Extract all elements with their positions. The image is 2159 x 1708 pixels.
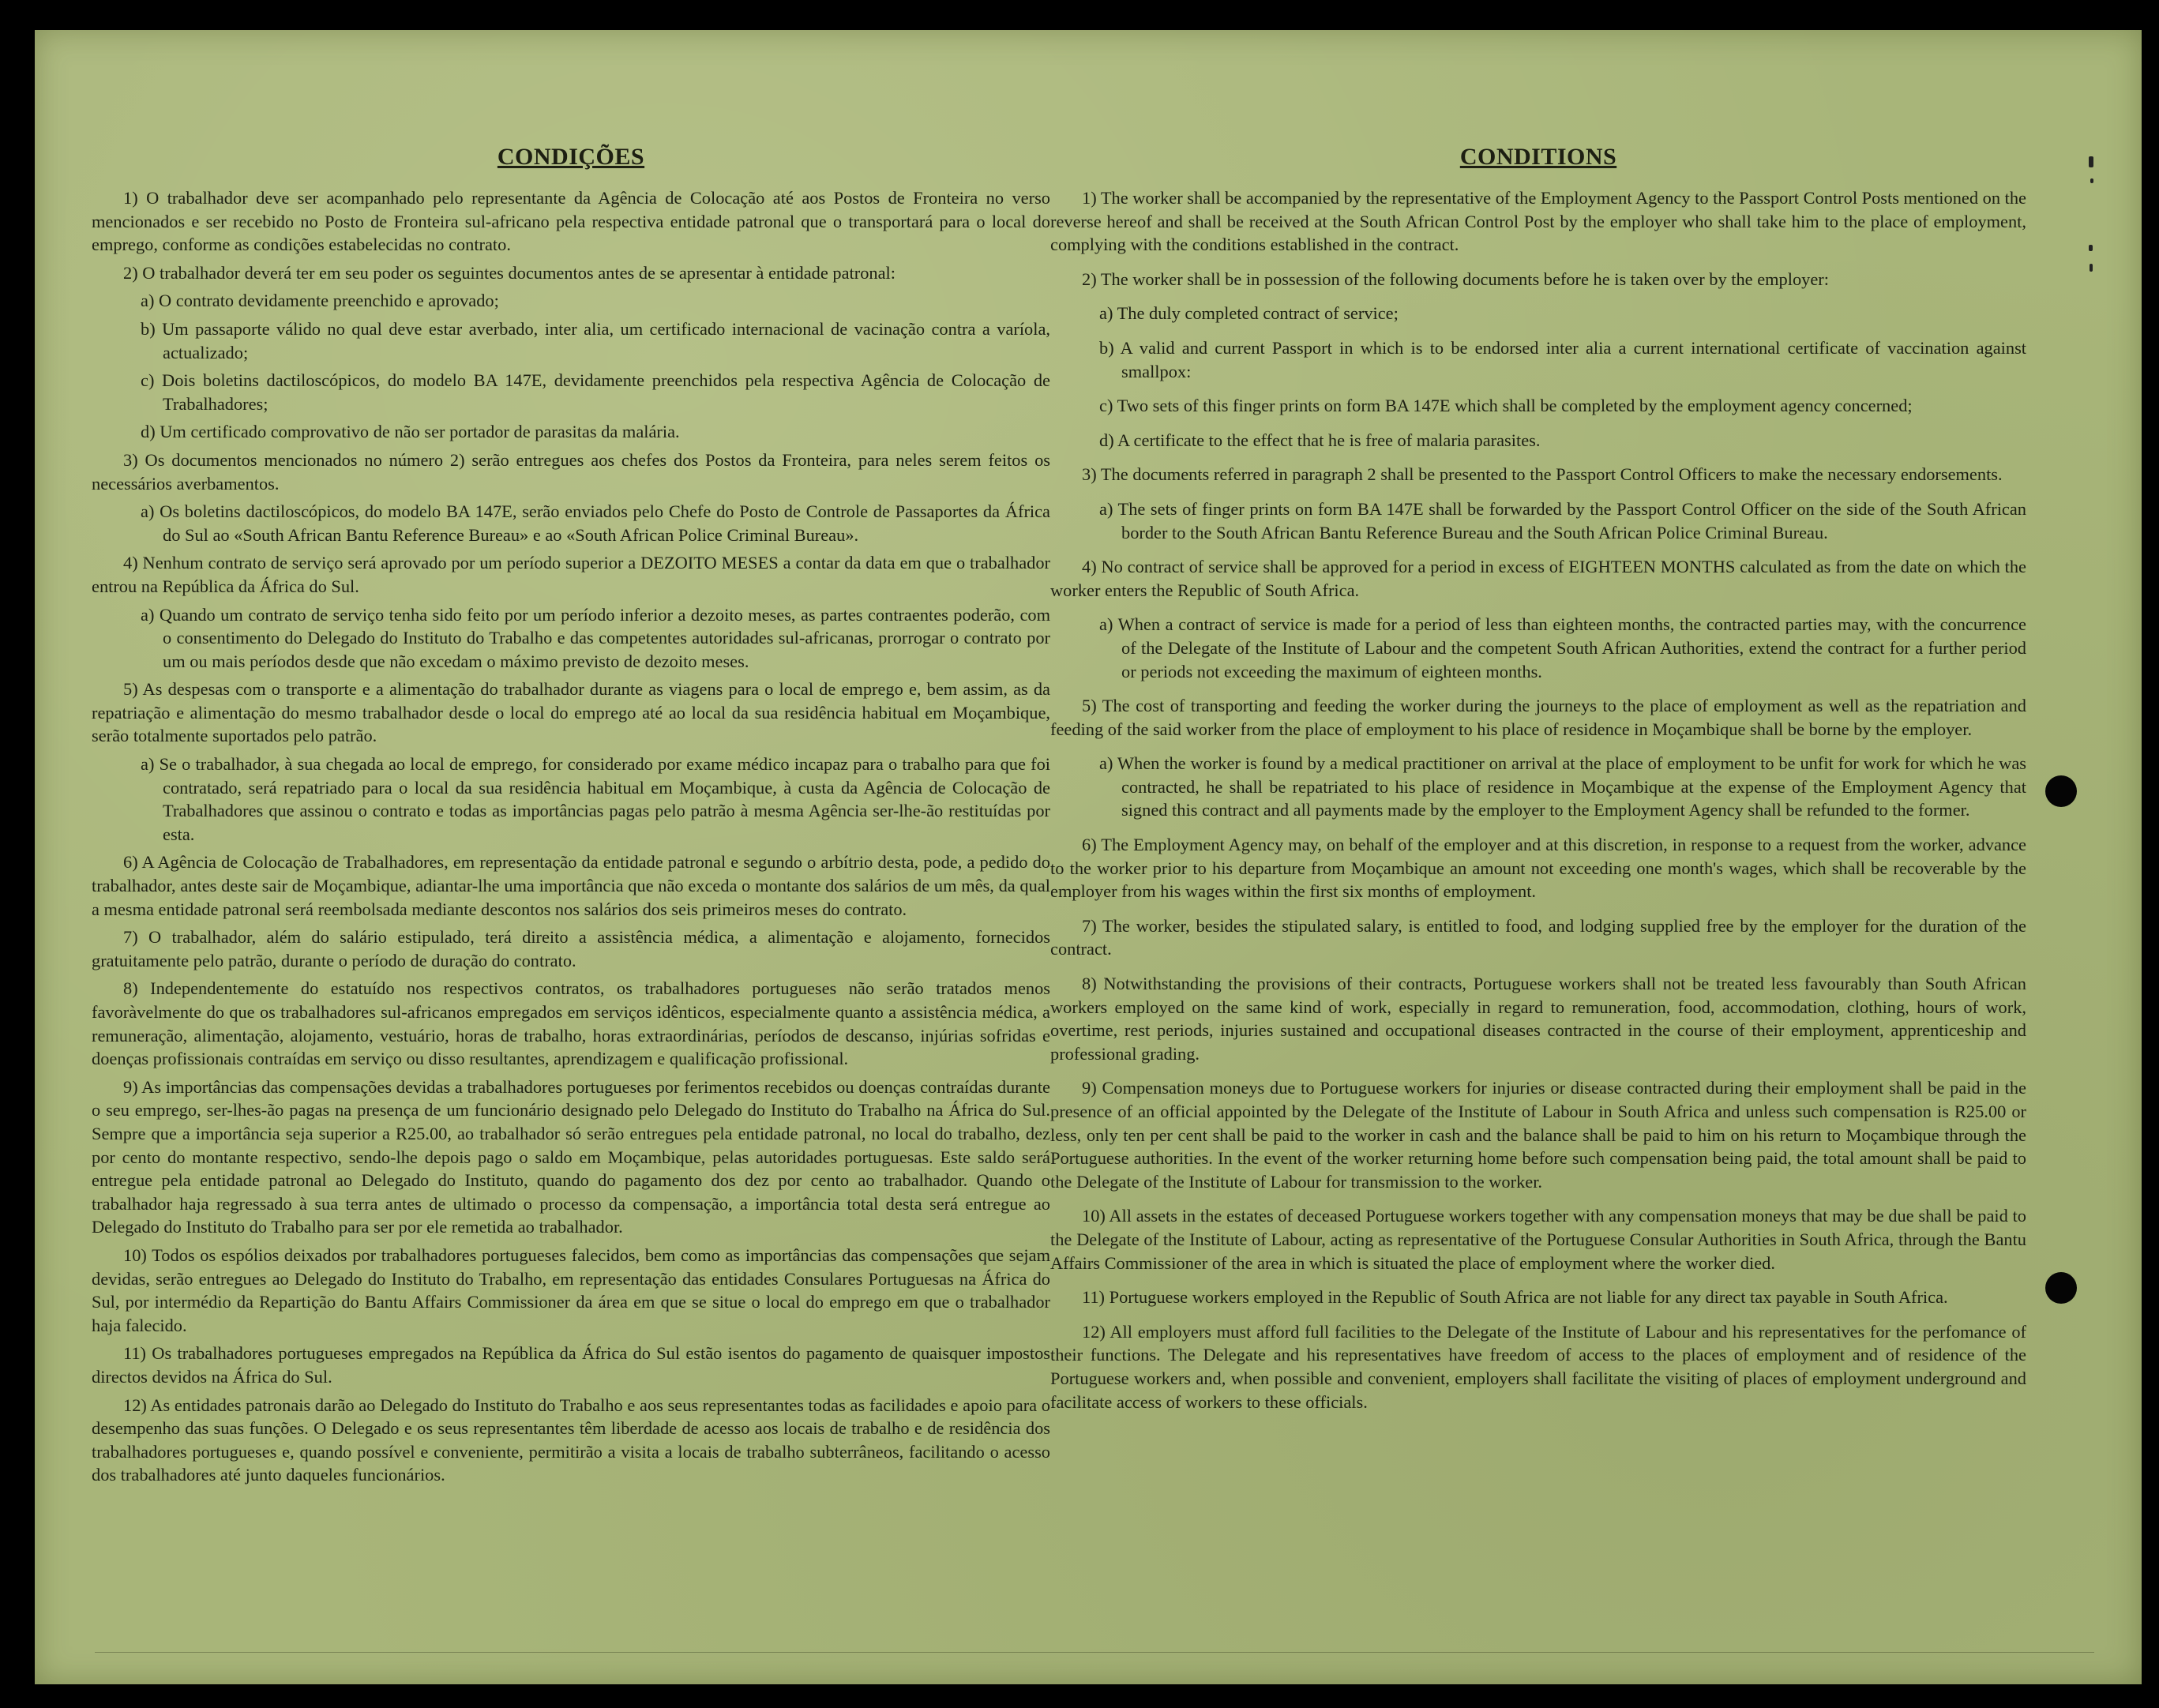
clause-paragraph: 7) O trabalhador, além do salário estipulado, terá direito a assistência médica, a alimentação e alojamento, fornecidos gratuitamente pelo patrão, durante o período de duração do contrato. [92, 927, 1050, 970]
clause-paragraph: 5) As despesas com o transporte e a alimentação do trabalhador durante as viagens para o local de emprego e, bem assim, as da repatriação e alimentação do mesmo trabalhador desde o local do emprego até ao local da sua residência habitual em Moçambique, serão totalmente suportados pelo patrão. [92, 679, 1050, 746]
clause-paragraph: 9) As importâncias das compensações devidas a trabalhadores portugueses por ferimentos recebidos ou doenças contraídas durante o seu emprego, ser-lhes-ão pagas na presença de um funcionário designado pelo Delegado do Instituto do Trabalho na África do Sul. Sempre que a importância seja superior a R25.00, ao trabalhador só serão entregues pela entidade patronal, no local do trabalho, dez por cento do montante respectivo, sendo-lhe depois pago o saldo em Moçambique, pelas autoridades portuguesas. Este saldo será entregue pela entidade patronal ao Delegado do Instituto, quando do pagamento dos dez por cento ao trabalhador. Quando o trabalhador haja regressado à sua terra antes de ultimado o processo da compensação, a importância total desta será entregue ao Delegado do Instituto do Trabalho para ser por ele remetida ao trabalhador. [92, 1076, 1050, 1237]
clause-subitem: d) Um certificado comprovativo de não ser portador de parasitas da malária. [141, 422, 680, 442]
clause-subitem: b) Um passaporte válido no qual deve estar averbado, inter alia, um certificado internacional de vacinação contra a varíola, actualizado; [141, 318, 1050, 362]
clause-paragraph: 5) The cost of transporting and feeding the worker during the journeys to the place of employment as well as the repatriation and feeding of the said worker from the place of employment to his place of residence in Moçambique shall be borne by the employer. [1050, 696, 2026, 739]
english-column [1050, 109, 2026, 1425]
clause-paragraph: 1) The worker shall be accompanied by the representative of the Employment Agency to the Passport Control Posts mentioned on the reverse hereof and shall be received at the South African Control Post by the employer who shall take him to the place of employment, complying with the conditions established in the contract. [1050, 188, 2026, 255]
portuguese-clauses [92, 186, 1050, 1492]
clause-paragraph: 2) The worker shall be in possession of the following documents before he is taken over by the employer: [1082, 268, 1829, 289]
clause-subitem: a) When the worker is found by a medical practitioner on arrival at the place of employment to be unfit for work for which he was contracted, he shall be repatriated to his place of residence in Moçambique at the expense of the Employment Agency that signed this contract and all payments made by the employer to the Employment Agency shall be refunded to the former. [1099, 753, 2026, 820]
document-sheet [35, 30, 2142, 1684]
clause-subitem: d) A certificate to the effect that he is free of malaria parasites. [1099, 430, 1541, 450]
clause-subitem: a) Quando um contrato de serviço tenha sido feito por um período inferior a dezoito meses, as partes contraentes poderão, com o consentimento do Delegado do Instituto do Trabalho e das competentes autoridades sul-africanas, prorrogar o contrato por um ou mais períodos desde que não excedam o máximo previsto de dezoito meses. [141, 604, 1050, 671]
clause-paragraph: 7) The worker, besides the stipulated salary, is entitled to food, and lodging supplied free by the employer for the duration of the contract. [1050, 915, 2026, 959]
clause-subitem: a) Os boletins dactiloscópicos, do modelo BA 147E, serão enviados pelo Chefe do Posto de Controle de Passaportes da África do Sul ao «South African Bantu Reference Bureau» e ao «South African Police Criminal Bureau». [141, 501, 1050, 545]
clause-paragraph: 12) As entidades patronais darão ao Delegado do Instituto do Trabalho e aos seus representantes todas as facilidades e apoio para o desempenho das suas funções. O Delegado e os seus representantes têm liberdade de acesso aos locais de trabalho e de residência dos trabalhadores portugueses e, quando possível e conveniente, permitirão a visita a locais de trabalho subterrâneos, facilitando o acesso dos trabalhadores até junto daqueles funcionários. [92, 1395, 1050, 1485]
clause-subitem: b) A valid and current Passport in which is to be endorsed inter alia a current international certificate of vaccination against smallpox: [1099, 337, 2026, 381]
clause-paragraph: 12) All employers must afford full facilities to the Delegate of the Institute of Labour and his representatives for the perfomance of their functions. The Delegate and his representatives have freedom of access to the places of employment and of residence of the Portuguese workers and, when possible and convenient, employers shall facilitate the visiting of places of employment underground and facilitate access of workers to these officials. [1050, 1321, 2026, 1412]
margin-marks [2084, 156, 2100, 275]
bottom-rule [95, 1652, 2094, 1653]
clause-paragraph: 8) Notwithstanding the provisions of their contracts, Portuguese workers shall not be treated less favourably than South African workers employed on the same kind of work, especially in regard to remuneration, food, accommodation, clothing, hours of work, overtime, rest periods, injuries sustained and occupational diseases contracted in the course of their employment, apprenticeship and professional grading. [1050, 974, 2026, 1064]
clause-subitem: c) Two sets of this finger prints on form BA 147E which shall be completed by the employment agency concerned; [1099, 396, 1913, 416]
heading-condicoes: CONDIÇÕES [497, 144, 645, 170]
clause-paragraph: 4) Nenhum contrato de serviço será aprovado por um período superior a DEZOITO MESES a contar da data em que o trabalhador entrou na República da África do Sul. [92, 553, 1050, 596]
punch-hole-upper [2045, 775, 2077, 807]
clause-subitem: c) Dois boletins dactiloscópicos, do modelo BA 147E, devidamente preenchidos pela respectiva Agência de Colocação de Trabalhadores; [141, 370, 1050, 414]
clause-paragraph: 4) No contract of service shall be approved for a period in excess of EIGHTEEN MONTHS calculated as from the date on which the worker enters the Republic of South Africa. [1050, 557, 2026, 600]
clause-subitem: a) The duly completed contract of service; [1099, 303, 1399, 324]
clause-paragraph: 6) A Agência de Colocação de Trabalhadores, em representação da entidade patronal e segundo o arbítrio desta, pode, a pedido do trabalhador, antes deste sair de Moçambique, adiantar-lhe uma importância que não exceda o montante dos salários de um mês, da qual a mesma entidade patronal será reembolsada mediante descontos nos salários dos seis primeiros meses do contrato. [92, 852, 1050, 919]
clause-paragraph: 8) Independentemente do estatuído nos respectivos contratos, os trabalhadores portugueses não serão tratados menos favoràvelmente do que os trabalhadores sul-africanos empregados em serviços idênticos, especialmente quanto a assistência médica, a remuneração, alimentação, alojamento, vestuário, horas de trabalho, horas extraordinárias, períodos de descanso, injúrias sofridas e doenças profissionais contraídas em serviço ou disso resultantes, aprendizagem e qualificação profissional. [92, 978, 1050, 1069]
punch-hole-lower [2045, 1272, 2077, 1304]
clause-subitem: a) O contrato devidamente preenchido e aprovado; [141, 291, 499, 311]
heading-conditions: CONDITIONS [1459, 144, 1617, 170]
clause-subitem: a) When a contract of service is made for a period of less than eighteen months, the contracted parties may, with the concurrence of the Delegate of the Institute of Labour and the competent South African Authorities, extend the contract for a further period or periods not exceeding the maximum of eighteen months. [1099, 614, 2026, 681]
clause-paragraph: 3) Os documentos mencionados no número 2) serão entregues aos chefes dos Postos da Fronteira, para neles serem feitos os necessários averbamentos. [92, 449, 1050, 494]
clause-paragraph: 11) Portuguese workers employed in the Republic of South Africa are not liable for any direct tax payable in South Africa. [1082, 1287, 1948, 1308]
clause-subitem: a) Se o trabalhador, à sua chegada ao local de emprego, for considerado por exame médico incapaz para o trabalho para que foi contratado, será repatriado para o local da sua residência habitual em Moçambique, à custa da Agência de Colocação de Trabalhadores que assinou o contrato e todas as importâncias pagas pelo patrão à mesma Agência ser-lhe-ão restituídas por esta. [141, 754, 1050, 844]
clause-paragraph: 2) O trabalhador deverá ter em seu poder os seguintes documentos antes de se apresentar à entidade patronal: [123, 262, 896, 283]
clause-paragraph: 3) The documents referred in paragraph 2 shall be presented to the Passport Control Officers to make the necessary endorsements. [1082, 464, 2003, 485]
clause-paragraph: 6) The Employment Agency may, on behalf of the employer and at this discretion, in response to a request from the worker, advance to the worker prior to his departure from Moçambique an amount not exceeding one month's wages, which shall be recoverable by the employer from his wages within the first six months of employment. [1050, 835, 2026, 902]
english-clauses [1050, 186, 2026, 1425]
clause-paragraph: 10) All assets in the estates of deceased Portuguese workers together with any compensation moneys that may be due shall be paid to the Delegate of the Institute of Labour, acting as representative of the Portuguese Consular Authorities in South Africa, through the Bantu Affairs Commissioner of the area in which is situated the place of employment where the worker died. [1050, 1206, 2026, 1273]
clause-paragraph: 1) O trabalhador deve ser acompanhado pelo representante da Agência de Colocação até aos Postos de Fronteira no verso mencionados e ser recebido no Posto de Fronteira sul-africano pela respectiva entidade patronal que o transportará para o local do emprego, conforme as condições estabelecidas no contrato. [92, 188, 1050, 255]
portuguese-column [92, 109, 1050, 1492]
clause-paragraph: 10) Todos os espólios deixados por trabalhadores portugueses falecidos, bem como as importâncias das compensações que sejam devidas, serão entregues ao Delegado do Instituto do Trabalho, em representação das entidades Consulares Portuguesas na África do Sul, por intermédio da Repartição do Bantu Affairs Commissioner da área em que se situe o local do emprego em que o trabalhador haja falecido. [92, 1244, 1050, 1335]
clause-paragraph: 9) Compensation moneys due to Portuguese workers for injuries or disease contracted during their employment shall be paid in the presence of an official appointed by the Delegate of the Institute of Labour in South Africa and unless such compensation is R25.00 or less, only ten per cent shall be paid to the worker in cash and the balance shall be paid to him on his return to Moçambique through the Portuguese authorities. In the event of the worker returning home before such compensation being paid, the total amount shall be paid to the Delegate of the Institute of Labour for transmission to the worker. [1050, 1078, 2026, 1192]
clause-subitem: a) The sets of finger prints on form BA 147E shall be forwarded by the Passport Control Officer on the side of the South African border to the South African Bantu Reference Bureau and the South African Police Criminal Bureau. [1099, 498, 2026, 542]
clause-paragraph: 11) Os trabalhadores portugueses empregados na República da África do Sul estão isentos do pagamento de quaisquer impostos directos devidos na África do Sul. [92, 1343, 1050, 1387]
